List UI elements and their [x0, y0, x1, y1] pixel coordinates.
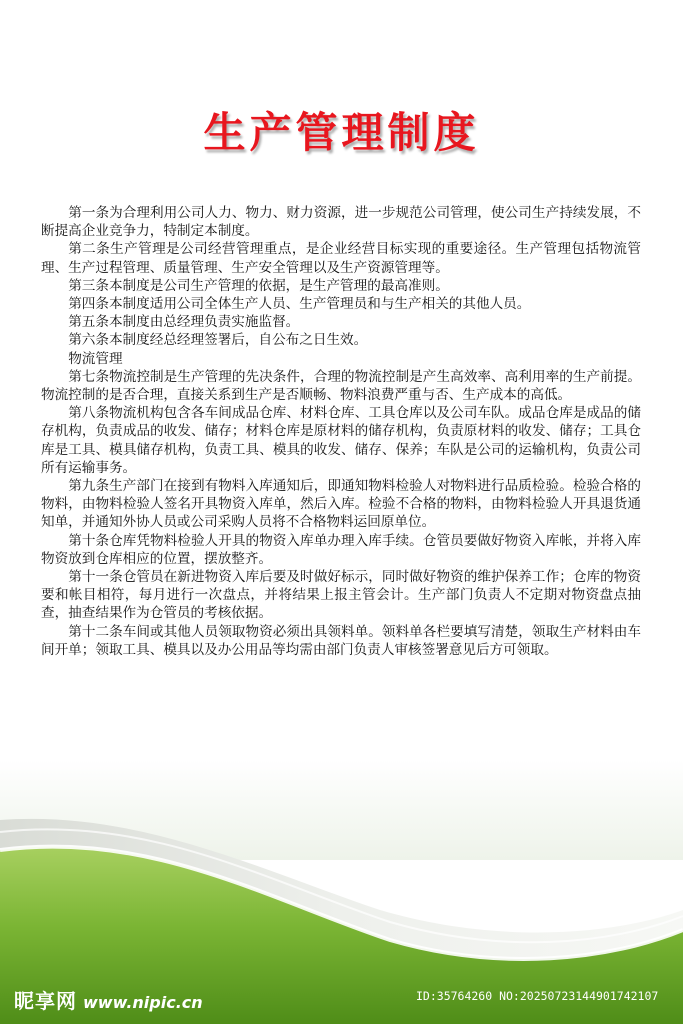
paragraph-article-3: 第三条本制度是公司生产管理的依据，是生产管理的最高准则。 — [68, 277, 449, 294]
paragraph-article-6: 第六条本制度经总经理签署后，自公布之日生效。 — [68, 332, 368, 349]
paragraph-article-8: 第八条物流机构包含各车间成品仓库、材料仓库、工具仓库以及公司车队。成品仓库是成品的储存机构，负责成品的收发、储存；材料仓库是原材料的储存机构，负责原材料的收发、储存；工具仓库是工具、模具储存机构，负责工具、模具的收发、储存、保养；车队是公司的运输机构，负责公司所有运输事务。 — [41, 405, 641, 476]
paragraph-article-5: 第五条本制度由总经理负责实施监督。 — [68, 314, 300, 331]
paragraph-article-2: 第二条生产管理是公司经营管理重点，是企业经营目标实现的重要途径。生产管理包括物流管理、生产过程管理、质量管理、生产安全管理以及生产资源管理等。 — [41, 241, 641, 276]
paragraph-article-12: 第十二条车间或其他人员领取物资必须出具领料单。领料单各栏要填写清楚，领取生产材料由车间开单；领取工具、模具以及办公用品等均需由部门负责人审核签署意见后方可领取。 — [41, 623, 641, 658]
paragraph-article-4: 第四条本制度适用公司全体生产人员、生产管理员和与生产相关的其他人员。 — [68, 296, 531, 313]
document-title: 生产管理制度 — [203, 108, 480, 157]
site-logo — [14, 985, 203, 1014]
paragraph-article-9: 第九条生产部门在接到有物料入库通知后，即通知物料检验人对物料进行品质检验。检验合格的物料，由物料检验人签名开具物资入库单，然后入库。检验不合格的物料，由物料检验人开具退货通知单，并通知外协人员或公司采购人员将不合格物料运回原单位。 — [41, 478, 641, 531]
paragraph-article-11: 第十一条仓管员在新进物资入库后要及时做好标示，同时做好物资的维护保养工作；仓库的物资要和帐目相符，每月进行一次盘点，并将结果上报主管会计。生产部门负责人不定期对物资盘点抽查，抽查结果作为仓管员的考核依据。 — [41, 569, 641, 622]
logo-url: www.nipic.cn — [83, 993, 203, 1012]
paragraph-article-1: 第一条为合理利用公司人力、物力、财力资源，进一步规范公司管理，使公司生产持续发展，不断提高企业竞争力，特制定本制度。 — [41, 205, 641, 240]
paragraph-article-10: 第十条仓库凭物料检验人开具的物资入库单办理入库手续。仓管员要做好物资入库帐，并将入库物资放到仓库相应的位置，摆放整齐。 — [41, 532, 641, 567]
document-body — [41, 204, 641, 659]
paragraph-article-7: 第七条物流控制是生产管理的先决条件，合理的物流控制是产生高效率、高利用率的生产前提。物流控制的是否合理，直接关系到生产是否顺畅、物料浪费严重与否、生产成本的高低。 — [41, 368, 641, 404]
logo-text: 昵享网 — [14, 989, 77, 1013]
section-heading-logistics: 物流管理 — [68, 350, 123, 367]
image-id-watermark: ID:35764260 NO:20250723144901742107 — [416, 989, 659, 1003]
